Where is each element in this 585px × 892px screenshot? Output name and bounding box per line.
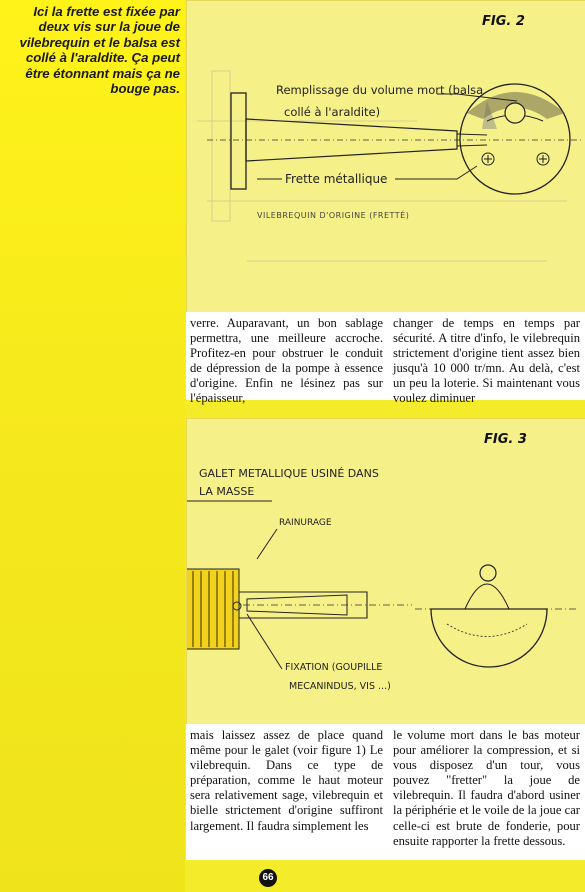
text-column-right-top: changer de temps en temps par sécurité. A titre d'info, le vilebrequin strictement d'origine tient assez bien jusqu'à 10 000 tr/mn. Au delà, c'est un peu la loterie. Si maintenant vous voulez diminuer bbox=[393, 316, 580, 406]
crank-web-plate bbox=[231, 93, 246, 189]
figure-3-panel bbox=[186, 418, 585, 726]
annotation-rainurage: RAINURAGE bbox=[279, 518, 332, 528]
annotation-vilebrequin: VILEBREQUIN D'ORIGINE (FRETTÉ) bbox=[257, 211, 410, 220]
show-through-text bbox=[2, 120, 184, 820]
crank-web-profile bbox=[431, 609, 547, 667]
crankpin-circle bbox=[480, 565, 496, 581]
photo-caption: Ici la frette est fixée par deux vis sur la joue de vilebrequin et le balsa est collé à l'araldite. Ça peut être étonnant mais ça ne bouge pas. bbox=[19, 4, 180, 97]
text-column-left-top: verre. Auparavant, un bon sablage permettra, une meilleure accroche. Profitez-en pour obstruer le conduit de dépression de la pompe à essence d'origine. Enfin ne lésinez pas sur l'épaisseur, bbox=[190, 316, 383, 406]
text-column-right-bottom: le volume mort dans le bas moteur pour améliorer la compression, et si vous disposez d'un tour, vous pouvez "fretter" la joue de vilebrequin. Il faudra d'abord usiner la périphérie et le voile de la joue car celle-ci est brute de fonderie, pour ensuite rapporter la frette dessous. bbox=[393, 728, 580, 848]
leader-fixation bbox=[247, 614, 282, 669]
page-number: 66 bbox=[259, 869, 277, 887]
figure-2-drawing bbox=[187, 1, 585, 313]
annotation-frette: Frette métallique bbox=[285, 172, 388, 186]
annotation-galet-line2: LA MASSE bbox=[199, 485, 255, 498]
leader-frette-right bbox=[395, 166, 477, 179]
figure-2-label: FIG. 2 bbox=[482, 14, 525, 29]
figure-2-panel bbox=[186, 0, 585, 314]
annotation-fixation-line2: MECANINDUS, VIS ...) bbox=[289, 681, 391, 692]
annotation-fixation-line1: FIXATION (GOUPILLE bbox=[285, 662, 383, 673]
text-column-left-bottom: mais laissez assez de place quand même pour le galet (voir figure 1) Le vilebrequin. Dans ce type de préparation, comme le haut moteur sera relativement sage, vilebrequin et bielle strictement d'origine suffiront largement. Il faudra simplement les bbox=[190, 728, 383, 833]
grooved-galet bbox=[187, 569, 239, 649]
figure-3-label: FIG. 3 bbox=[484, 432, 527, 447]
figure-3-drawing bbox=[187, 419, 585, 725]
crankpin-hole bbox=[505, 103, 525, 123]
annotation-galet-line1: GALET METALLIQUE USINÉ DANS bbox=[199, 467, 379, 480]
annotation-balsa-line2: collé à l'araldite) bbox=[284, 105, 381, 119]
leader-rainurage bbox=[257, 529, 277, 559]
annotation-balsa-line1: Remplissage du volume mort (balsa bbox=[276, 83, 484, 97]
